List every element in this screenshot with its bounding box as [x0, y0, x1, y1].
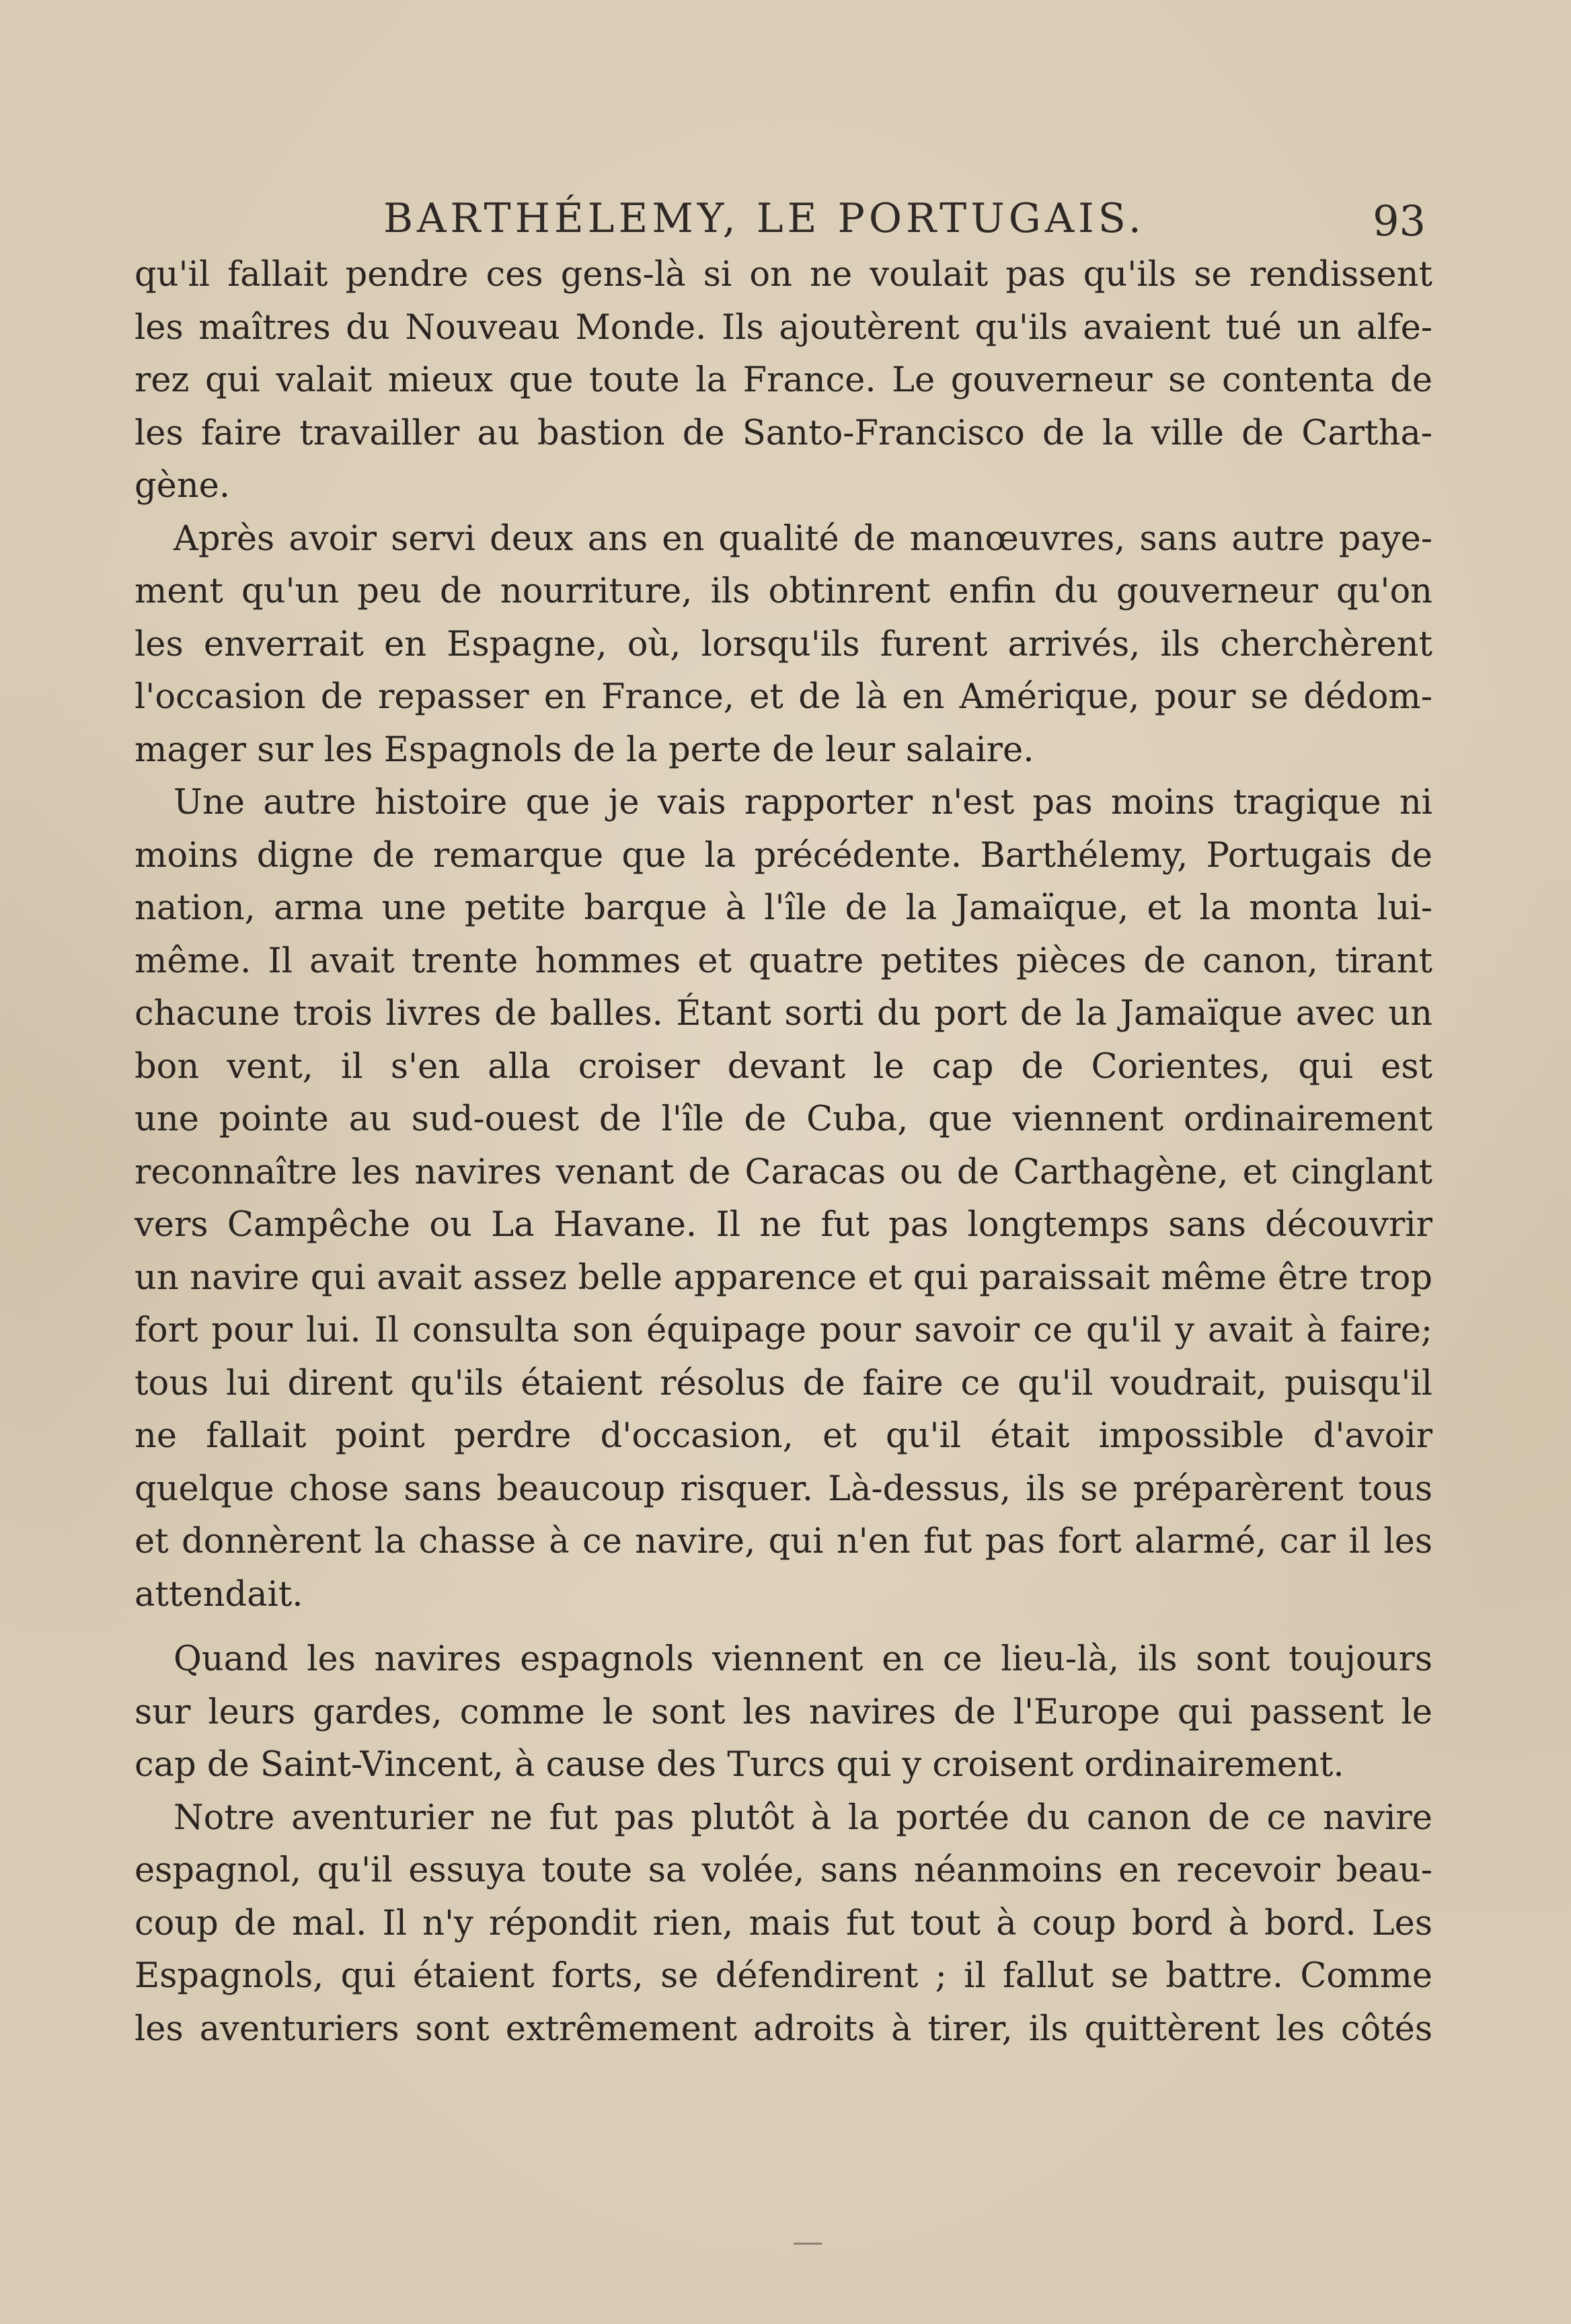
text-line: chacune trois livres de balles. Étant sorti du port de la Jamaïque avec un — [135, 994, 1432, 1034]
text-line: mager sur les Espagnols de la perte de leur salaire. — [135, 730, 1034, 770]
text-line: vers Campêche ou La Havane. Il ne fut pas longtemps sans découvrir — [135, 1205, 1432, 1245]
text-line: cap de Saint-Vincent, à cause des Turcs qui y croisent ordinairement. — [135, 1745, 1344, 1785]
body-text — [135, 249, 1432, 2056]
text-line: fort pour lui. Il consulta son équipage pour savoir ce qu'il y avait à faire; — [135, 1311, 1432, 1350]
text-line: Après avoir servi deux ans en qualité de manœuvres, sans autre paye- — [174, 518, 1432, 559]
text-line: espagnol, qu'il essuya toute sa volée, sans néanmoins en recevoir beau- — [135, 1851, 1432, 1890]
text-line: Notre aventurier ne fut pas plutôt à la portée du canon de ce navire — [174, 1797, 1432, 1838]
text-line: ne fallait point perdre d'occasion, et qu'il était impossible d'avoir — [135, 1416, 1432, 1456]
page-header — [135, 195, 1426, 249]
text-line: qu'il fallait pendre ces gens-là si on ne voulait pas qu'ils se rendissent — [135, 255, 1432, 295]
text-line: et donnèrent la chasse à ce navire, qui n'en fut pas fort alarmé, car il les — [135, 1522, 1432, 1561]
text-line: les maîtres du Nouveau Monde. Ils ajoutèrent qu'ils avaient tué un alfe- — [135, 307, 1432, 348]
text-line: rez qui valait mieux que toute la France. Le gouverneur se contenta de — [135, 360, 1432, 400]
text-line: Espagnols, qui étaient forts, se défendirent ; il fallut se battre. Comme — [135, 1956, 1432, 1996]
text-line: les aventuriers sont extrêmement adroits à tirer, ils quittèrent les côtés — [135, 2009, 1432, 2049]
text-line: les faire travailler au bastion de Santo-Francisco de la ville de Cartha- — [135, 413, 1432, 453]
text-line: un navire qui avait assez belle apparence et qui paraissait même être trop — [135, 1257, 1432, 1298]
text-line: bon vent, il s'en alla croiser devant le cap de Corientes, qui est — [135, 1046, 1432, 1087]
running-head: BARTHÉLEMY, LE PORTUGAIS. — [383, 195, 1145, 242]
text-line: tous lui dirent qu'ils étaient résolus de faire ce qu'il voudrait, puisqu'il — [135, 1363, 1432, 1403]
text-line: gène. — [135, 466, 231, 506]
text-line: coup de mal. Il n'y répondit rien, mais fut tout à coup bord à bord. Les — [135, 1903, 1432, 1943]
text-line: moins digne de remarque que la précédente. Barthélemy, Portugais de — [135, 835, 1432, 876]
text-line: reconnaître les navires venant de Caracas ou de Carthagène, et cinglant — [135, 1152, 1432, 1192]
text-line: quelque chose sans beaucoup risquer. Là-dessus, ils se préparèrent tous — [135, 1469, 1432, 1509]
text-line: attendait. — [135, 1574, 303, 1615]
text-line: sur leurs gardes, comme le sont les navires de l'Europe qui passent le — [135, 1692, 1432, 1732]
text-line: nation, arma une petite barque à l'île de la Jamaïque, et la monta lui- — [135, 888, 1432, 928]
text-line: Quand les navires espagnols viennent en ce lieu-là, ils sont toujours — [174, 1639, 1432, 1679]
text-line: même. Il avait trente hommes et quatre petites pièces de canon, tirant — [135, 941, 1432, 981]
page-number: 93 — [1373, 196, 1426, 245]
page-mark — [794, 2243, 822, 2245]
text-line: ment qu'un peu de nourriture, ils obtinrent enfin du gouverneur qu'on — [135, 572, 1432, 611]
text-line: l'occasion de repasser en France, et de là en Amérique, pour se dédom- — [135, 677, 1432, 717]
text-line: les enverrait en Espagne, où, lorsqu'ils furent arrivés, ils cherchèrent — [135, 624, 1432, 664]
text-line: une pointe au sud-ouest de l'île de Cuba, que viennent ordinairement — [135, 1099, 1432, 1139]
text-line: Une autre histoire que je vais rapporter n'est pas moins tragique ni — [174, 783, 1432, 822]
